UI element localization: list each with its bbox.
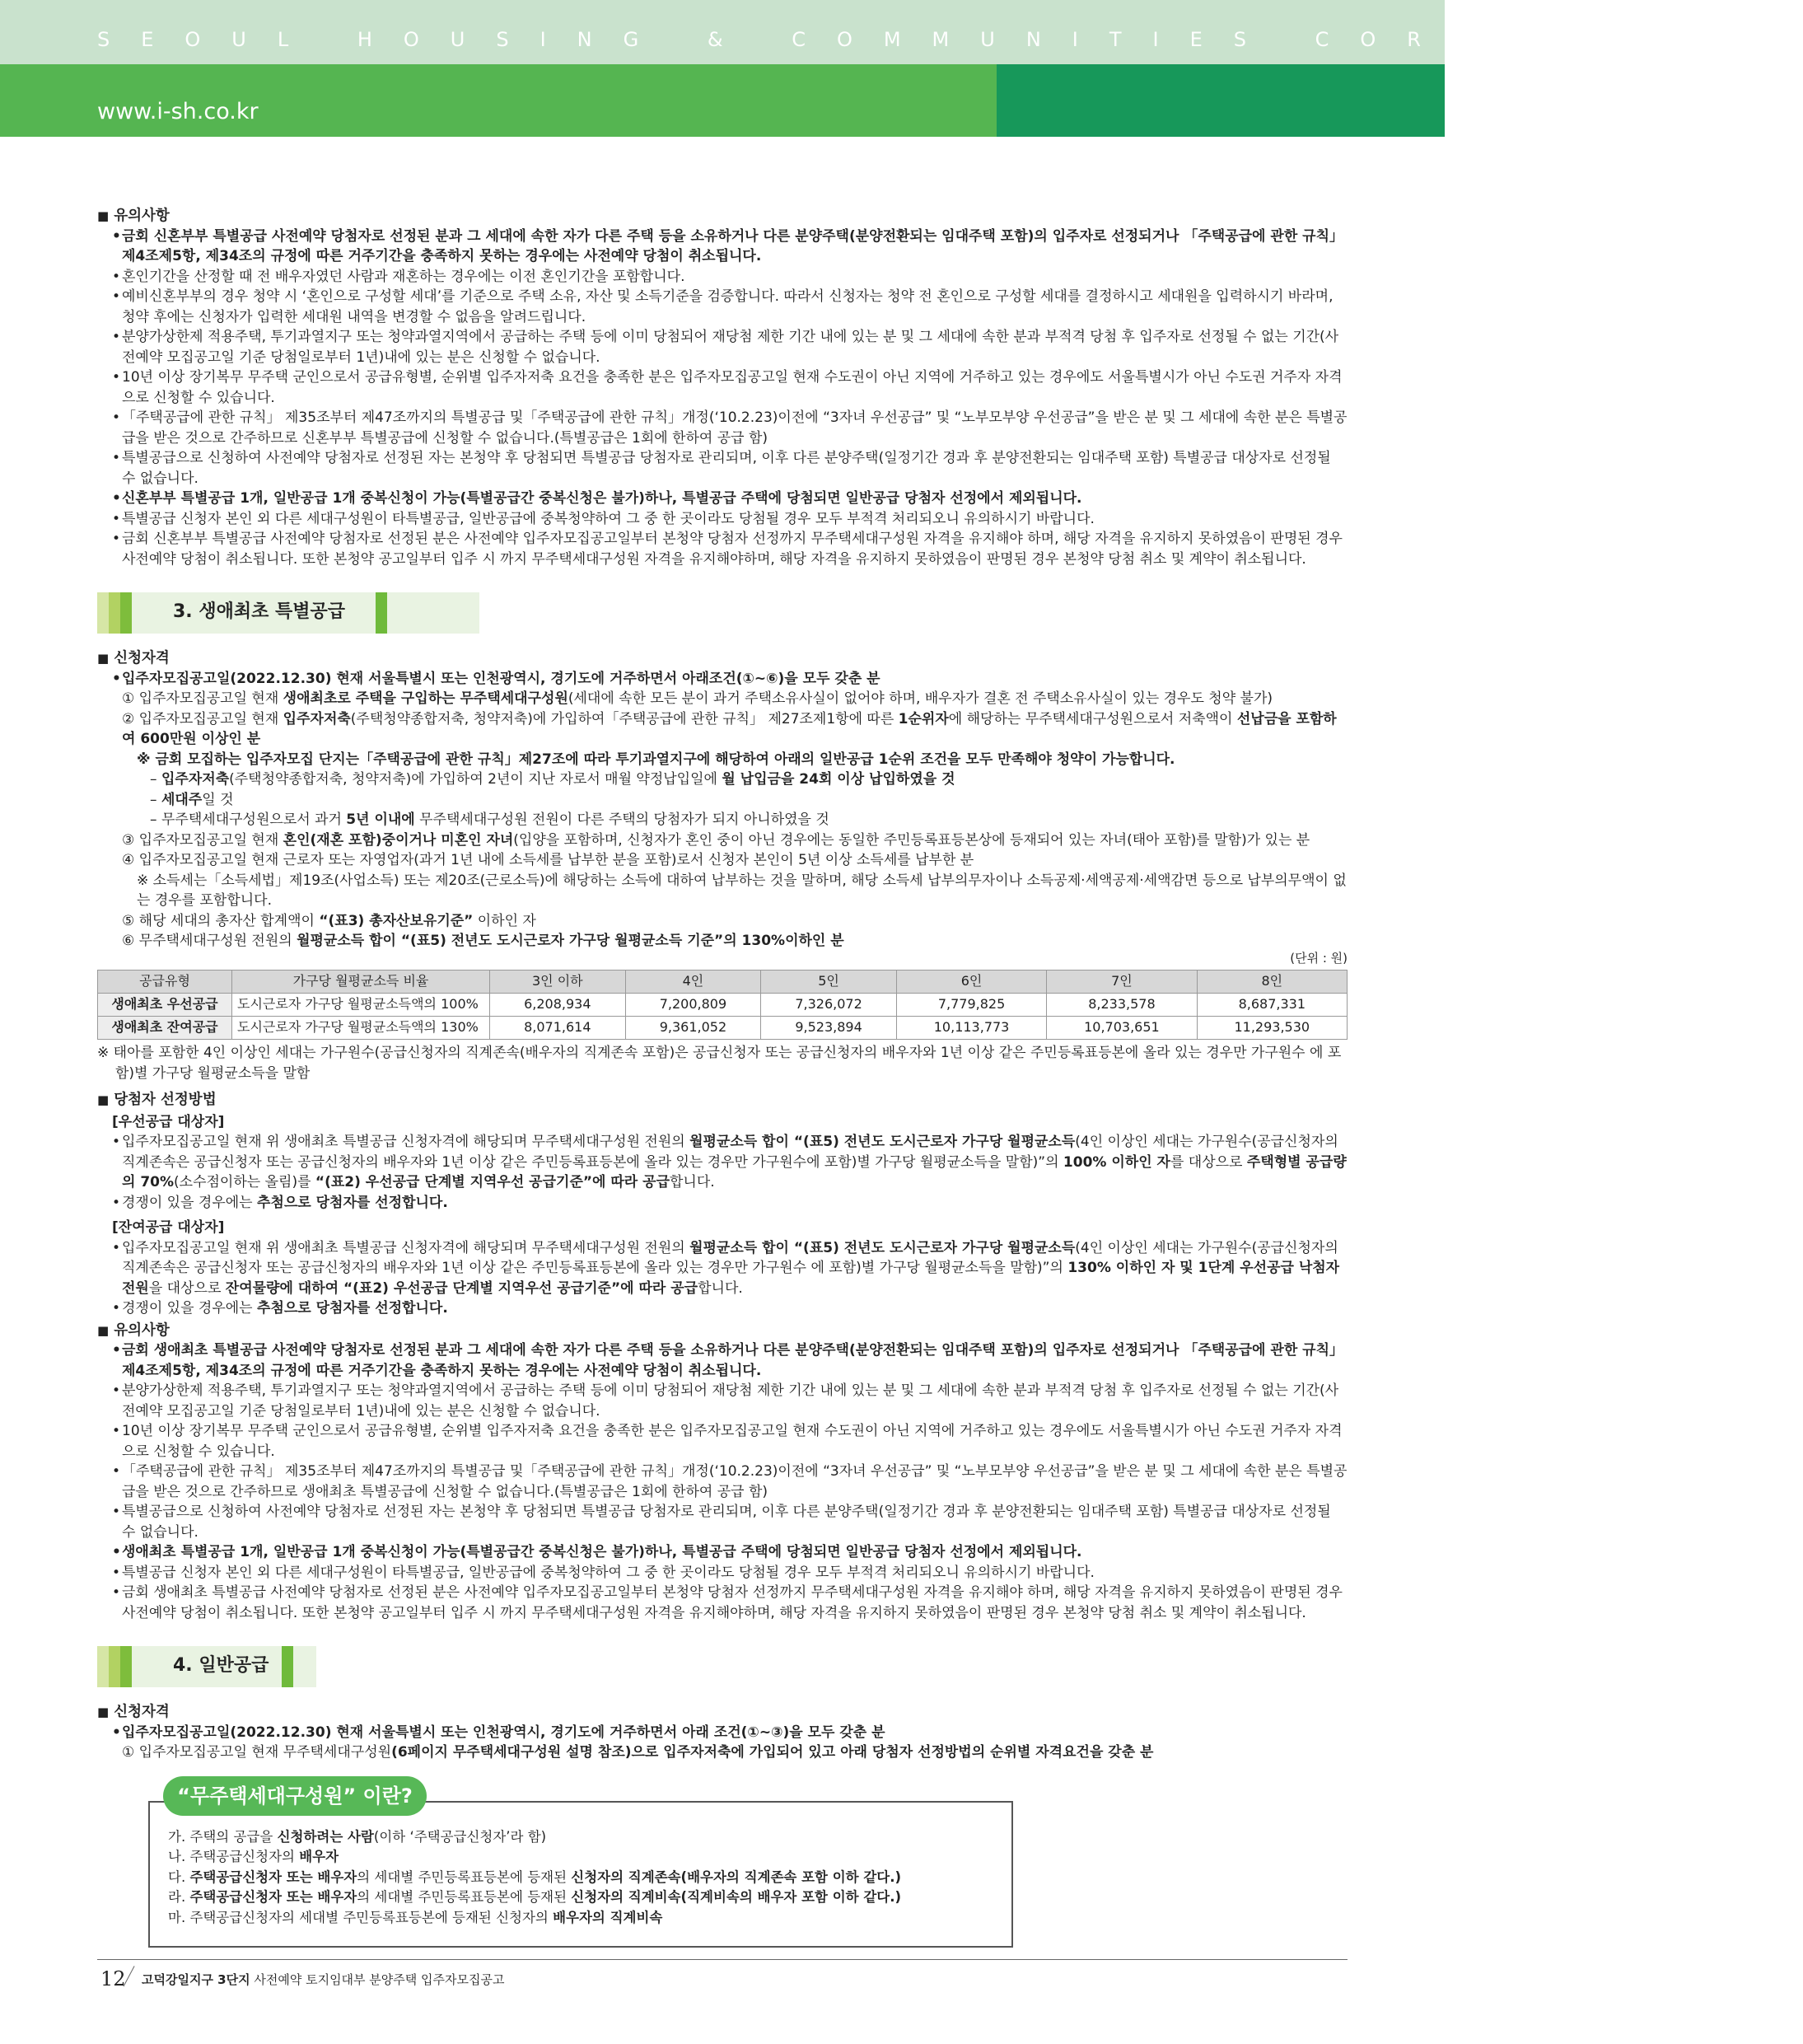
table-cell: 11,293,530	[1197, 1017, 1347, 1040]
caution-item: • 분양가상한제 적용주택, 투기과열지구 또는 청약과열지역에서 공급하는 주택 등에 이미 당첨되어 재당첨 제한 기간 내에 있는 분 및 그 세대에 속한 분과 부적격 당첨 후 입주자로 선정될 수 없는 기간(사전예약 모집공고일 기준 당첨일로부터 1년)내에 있는 분은 신청할 수 없습니다.	[97, 327, 1348, 367]
table-cell: 7,200,809	[625, 994, 761, 1017]
caution-item: • 특별공급으로 신청하여 사전예약 당첨자로 선정된 자는 본청약 후 당첨되면 특별공급 당첨자로 관리되며, 이후 다른 분양주택(일정기간 경과 후 분양전환되는 임대주택 포함) 특별공급 대상자로 선정될 수 없습니다.	[97, 1502, 1348, 1542]
condition-2-note: ※ 금회 모집하는 입주자모집 단지는「주택공급에 관한 규칙」제27조에 따라 투기과열지구에 해당하여 아래의 일반공급 1순위 조건을 모두 만족해야 청약이 가능합니다.	[137, 751, 1175, 768]
table-header: 8인	[1197, 971, 1347, 994]
remaining-supply-item: • 경쟁이 있을 경우에는 추첨으로 당첨자를 선정합니다.	[97, 1298, 1348, 1319]
section-title: 3. 생애최초 특별공급	[173, 601, 345, 622]
table-cell: 6,208,934	[490, 994, 626, 1017]
caution-item: • 특별공급 신청자 본인 외 다른 세대구성원이 타특별공급, 일반공급에 중복청약하여 그 중 한 곳이라도 당첨될 경우 모두 부적격 처리되오니 유의하시기 바랍니다.	[97, 1563, 1348, 1583]
table-unit: (단위 : 원)	[1290, 950, 1348, 966]
caution-item: • 예비신혼부부의 경우 청약 시 ‘혼인으로 구성할 세대’를 기준으로 주택 소유, 자산 및 소득기준을 검증합니다. 따라서 신청자는 청약 전 혼인으로 구성할 세대를 결정하시고 세대원을 입력하시기 바라며, 청약 후에는 신청자가 입력한 세대원 내역을 변경할 수 없음을 알려드립니다.	[97, 287, 1348, 327]
condition-1: ① 입주자모집공고일 현재 생애최초로 주택을 구입하는 무주택세대구성원(세대에 속한 모든 분이 과거 주택소유사실이 없어야 하며, 배우자가 결혼 전 주택소유사실이 있는 경우도 청약 불가)	[122, 690, 1273, 707]
table-cell: 9,523,894	[761, 1017, 897, 1040]
caution-item: • 혼인기간을 산정할 때 전 배우자였던 사람과 재혼하는 경우에는 이전 혼인기간을 포함합니다.	[97, 267, 1348, 288]
definition-frame	[148, 1801, 1013, 1948]
caution-item: • 분양가상한제 적용주택, 투기과열지구 또는 청약과열지역에서 공급하는 주택 등에 이미 당첨되어 재당첨 제한 기간 내에 있는 분 및 그 세대에 속한 분과 부적격 당첨 후 입주자로 선정될 수 없는 기간(사전예약 모집공고일 기준 당첨일로부터 1년)내에 있는 분은 신청할 수 없습니다.	[97, 1381, 1348, 1421]
priority-supply-item: • 경쟁이 있을 경우에는 추첨으로 당첨자를 선정합니다.	[97, 1193, 1348, 1214]
condition-2: ② 입주자모집공고일 현재 입주자저축(주택청약종합저축, 청약저축)에 가입하여「주택공급에 관한 규칙」 제27조제1항에 따른 1순위자에 해당하는 무주택세대구성원으로서 저축액이 선납금을 포함하여 600만원 이상인 분	[122, 710, 1337, 747]
page-content	[97, 204, 1348, 1956]
table-header-row	[98, 971, 1348, 994]
condition-4: ④ 입주자모집공고일 현재 근로자 또는 자영업자(과거 1년 내에 소득세를 납부한 분을 포함)로서 신청자 본인이 5년 이상 소득세를 납부한 분	[122, 852, 974, 868]
page-number: 12	[100, 1967, 126, 1990]
condition-5: ⑤ 해당 세대의 총자산 합계액이 “(표3) 총자산보유기준” 이하인 자	[122, 912, 536, 929]
corp-name: SEOUL HOUSING & COMMUNITIES CORPORATION	[97, 28, 1803, 51]
caution-item: • 「주택공급에 관한 규칙」 제35조부터 제47조까지의 특별공급 및「주택공급에 관한 규칙」개정(‘10.2.23)이전에 “3자녀 우선공급” 및 “노부모부양 우선공급”을 받은 분 및 그 세대에 속한 분은 특별공급을 받은 것으로 간주하므로 신혼부부 특별공급에 신청할 수 없습니다.(특별공급은 1회에 한하여 공급 함)	[97, 408, 1348, 448]
priority-supply-heading: [우선공급 대상자]	[112, 1113, 225, 1130]
caution-item: • 금회 신혼부부 특별공급 사전예약 당첨자로 선정된 분과 그 세대에 속한 자가 다른 주택 등을 소유하거나 다른 분양주택(분양전환되는 임대주택 포함)의 입주자로 선정되거나 「주택공급에 관한 규칙」제4조제5항, 제34조의 규정에 따른 거주기간을 충족하지 못하는 경우에는 사전예약 당첨이 취소됩니다.	[97, 227, 1348, 267]
table-cell: 9,361,052	[625, 1017, 761, 1040]
definition-box	[97, 1776, 1348, 1956]
table-header: 7인	[1047, 971, 1197, 994]
table-cell: 8,687,331	[1197, 994, 1347, 1017]
condition-6: ⑥ 무주택세대구성원 전원의 월평균소득 합이 “(표5) 전년도 도시근로자 가구당 월평균소득 기준”의 130%이하인 분	[122, 933, 844, 949]
selection-heading: ■ 당첨자 선정방법	[97, 1090, 1348, 1111]
section-heading-4	[97, 1646, 1348, 1687]
caution-item: • 특별공급으로 신청하여 사전예약 당첨자로 선정된 자는 본청약 후 당첨되면 특별공급 당첨자로 관리되며, 이후 다른 분양주택(일정기간 경과 후 분양전환되는 임대주택 포함) 특별공급 대상자로 선정될 수 없습니다.	[97, 448, 1348, 489]
qualification-heading: ■ 신청자격	[97, 1702, 1348, 1723]
caution-item: • 10년 이상 장기복무 무주택 군인으로서 공급유형별, 순위별 입주자저축 요건을 충족한 분은 입주자모집공고일 현재 수도권이 아닌 지역에 거주하고 있는 경우에도 서울특별시가 아닌 수도권 거주자 자격으로 신청할 수 있습니다.	[97, 367, 1348, 408]
caution-item: • 10년 이상 장기복무 무주택 군인으로서 공급유형별, 순위별 입주자저축 요건을 충족한 분은 입주자모집공고일 현재 수도권이 아닌 지역에 거주하고 있는 경우에도 서울특별시가 아닌 수도권 거주자 자격으로 신청할 수 있습니다.	[97, 1421, 1348, 1462]
table-header: 6인	[896, 971, 1046, 994]
table-cell: 10,703,651	[1047, 1017, 1197, 1040]
condition-2-dash-3: – 무주택세대구성원으로서 과거 5년 이내에 무주택세대구성원 전원이 다른 주택의 당첨자가 되지 아니하였을 것	[97, 810, 1348, 830]
footer-title: 고덕강일지구 3단지 사전예약 토지임대부 분양주택 입주자모집공고	[142, 1972, 505, 1987]
definition-title: “무주택세대구성원” 이란?	[163, 1776, 427, 1816]
section-heading-3	[97, 592, 1348, 634]
footer-divider	[97, 1959, 1348, 1960]
site-url[interactable]: www.i-sh.co.kr	[97, 99, 259, 124]
caution-item: • 금회 신혼부부 특별공급 사전예약 당첨자로 선정된 분은 사전예약 입주자모집공고일부터 본청약 당첨자 선정까지 무주택세대구성원 자격을 유지해야 하며, 해당 자격을 유지하지 못하였음이 판명된 경우 사전예약 당첨이 취소됩니다. 또한 본청약 공고일부터 입주 시 까지 무주택세대구성원 자격을 유지해야하며, 해당 자격을 유지하지 못하였음이 판명된 경우 본청약 당첨 취소 및 계약이 취소됩니다.	[97, 529, 1348, 569]
condition-1: ① 입주자모집공고일 현재 무주택세대구성원(6페이지 무주택세대구성원 설명 참조)으로 입주자저축에 가입되어 있고 아래 당첨자 선정방법의 순위별 자격요건을 갖춘 분	[122, 1744, 1154, 1761]
qualification-lead: • 입주자모집공고일(2022.12.30) 현재 서울특별시 또는 인천광역시, 경기도에 거주하면서 아래조건(①~⑥)을 모두 갖춘 분	[97, 669, 1348, 690]
qualification-lead: • 입주자모집공고일(2022.12.30) 현재 서울특별시 또는 인천광역시, 경기도에 거주하면서 아래 조건(①~③)을 모두 갖춘 분	[97, 1723, 1348, 1743]
table-cell: 10,113,773	[896, 1017, 1046, 1040]
definition-line: 라. 주택공급신청자 또는 배우자의 세대별 주민등록표등본에 등재된 신청자의 직계비속(직계비속의 배우자 포함 이하 같다.)	[168, 1889, 902, 1905]
table-row	[98, 1017, 1348, 1040]
caution-item: • 금회 생애최초 특별공급 사전예약 당첨자로 선정된 분과 그 세대에 속한 자가 다른 주택 등을 소유하거나 다른 분양주택(분양전환되는 임대주택 포함)의 입주자로 선정되거나 「주택공급에 관한 규칙」제4조제5항, 제34조의 규정에 따른 거주기간을 충족하지 못하는 경우에는 사전예약 당첨이 취소됩니다.	[97, 1340, 1348, 1381]
table-cell: 생애최초 잔여공급	[98, 1017, 232, 1040]
condition-2-dash-2: – 세대주일 것	[97, 790, 1348, 811]
table-cell: 8,233,578	[1047, 994, 1197, 1017]
caution-heading: ■ 유의사항	[97, 206, 1348, 227]
table-header: 공급유형	[98, 971, 232, 994]
condition-4-note: ※ 소득세는「소득세법」제19조(사업소득) 또는 제20조(근로소득)에 해당하는 소득에 대하여 납부하는 것을 말하며, 해당 소득세 납부의무자이나 소득공제·세액공제·세액감면 등으로 납부의무액이 없는 경우를 포함합니다.	[137, 872, 1347, 909]
table-cell: 7,779,825	[896, 994, 1046, 1017]
table-cell: 8,071,614	[490, 1017, 626, 1040]
header-dark-green-bar	[997, 64, 1445, 137]
section-title: 4. 일반공급	[173, 1655, 269, 1676]
table-header: 가구당 월평균소득 비율	[232, 971, 490, 994]
caution-item: • 생애최초 특별공급 1개, 일반공급 1개 중복신청이 가능(특별공급간 중복신청은 불가)하나, 특별공급 주택에 당첨되면 일반공급 당첨자 선정에서 제외됩니다.	[97, 1542, 1348, 1563]
qualification-heading: ■ 신청자격	[97, 648, 1348, 669]
definition-line: 마. 주택공급신청자의 세대별 주민등록표등본에 등재된 신청자의 배우자의 직계비속	[168, 1909, 663, 1925]
table-header: 3인 이하	[490, 971, 626, 994]
remaining-supply-item: • 입주자모집공고일 현재 위 생애최초 특별공급 신청자격에 해당되며 무주택세대구성원 전원의 월평균소득 합이 “(표5) 전년도 도시근로자 가구당 월평균소득(4인 이상인 세대는 가구원수(공급신청자의 직계존속은 공급신청자 또는 공급신청자의 배우자와 1년 이상 같은 주민등록표등본에 올라 있는 경우만 가구원수 에 포함)별 가구당 월평균소득을 말함)”의 130% 이하인 자 및 1단계 우선공급 낙첨자 전원을 대상으로 잔여물량에 대하여 “(표2) 우선공급 단계별 지역우선 공급기준”에 따라 공급합니다.	[97, 1238, 1348, 1299]
definition-line: 다. 주택공급신청자 또는 배우자의 세대별 주민등록표등본에 등재된 신청자의 직계존속(배우자의 직계존속 포함 이하 같다.)	[168, 1869, 902, 1885]
definition-line: 나. 주택공급신청자의 배우자	[168, 1849, 339, 1864]
condition-2-dash-1: – 입주자저축(주택청약종합저축, 청약저축)에 가입하여 2년이 지난 자로서 매월 약정납입일에 월 납입금을 24회 이상 납입하였을 것	[97, 769, 1348, 790]
remaining-supply-heading: [잔여공급 대상자]	[112, 1219, 225, 1236]
table-header: 4인	[625, 971, 761, 994]
caution-heading: ■ 유의사항	[97, 1321, 1348, 1341]
table-note: ※ 태아를 포함한 4인 이상인 세대는 가구원수(공급신청자의 직계존속(배우자의 직계존속 포함)은 공급신청자 또는 공급신청자의 배우자와 1년 이상 같은 주민등록표등본에 올라 있는 경우만 가구원수 에 포함)별 가구당 월평균소득을 말함	[97, 1045, 1342, 1082]
table-cell: 7,326,072	[761, 994, 897, 1017]
table-cell: 도시근로자 가구당 월평균소득액의 100%	[232, 994, 490, 1017]
condition-3: ③ 입주자모집공고일 현재 혼인(재혼 포함)중이거나 미혼인 자녀(입양을 포함하며, 신청자가 혼인 중이 아닌 경우에는 동일한 주민등록표등본상에 등재되어 있는 자녀(태아 포함)를 말함)가 있는 분	[122, 831, 1310, 849]
table-row	[98, 994, 1348, 1017]
caution-item: • 신혼부부 특별공급 1개, 일반공급 1개 중복신청이 가능(특별공급간 중복신청은 불가)하나, 특별공급 주택에 당첨되면 일반공급 당첨자 선정에서 제외됩니다.	[97, 489, 1348, 509]
definition-line: 가. 주택의 공급을 신청하려는 사람(이하 ‘주택공급신청자’라 함)	[168, 1828, 547, 1845]
caution-item: • 「주택공급에 관한 규칙」 제35조부터 제47조까지의 특별공급 및「주택공급에 관한 규칙」개정(‘10.2.23)이전에 “3자녀 우선공급” 및 “노부모부양 우선공급”을 받은 분 및 그 세대에 속한 분은 특별공급을 받은 것으로 간주하므로 생애최초 특별공급에 신청할 수 없습니다.(특별공급은 1회에 한하여 공급 함)	[97, 1462, 1348, 1502]
table-cell: 생애최초 우선공급	[98, 994, 232, 1017]
income-table	[97, 970, 1348, 1040]
caution-item: • 금회 생애최초 특별공급 사전예약 당첨자로 선정된 분은 사전예약 입주자모집공고일부터 본청약 당첨자 선정까지 무주택세대구성원 자격을 유지해야 하며, 해당 자격을 유지하지 못하였음이 판명된 경우 사전예약 당첨이 취소됩니다. 또한 본청약 공고일부터 입주 시 까지 무주택세대구성원 자격을 유지해야하며, 해당 자격을 유지하지 못하였음이 판명된 경우 본청약 당첨 취소 및 계약이 취소됩니다.	[97, 1583, 1348, 1623]
caution-item: • 특별공급 신청자 본인 외 다른 세대구성원이 타특별공급, 일반공급에 중복청약하여 그 중 한 곳이라도 당첨될 경우 모두 부적격 처리되오니 유의하시기 바랍니다.	[97, 509, 1348, 530]
table-cell: 도시근로자 가구당 월평균소득액의 130%	[232, 1017, 490, 1040]
priority-supply-item: • 입주자모집공고일 현재 위 생애최초 특별공급 신청자격에 해당되며 무주택세대구성원 전원의 월평균소득 합이 “(표5) 전년도 도시근로자 가구당 월평균소득(4인 이상인 세대는 가구원수(공급신청자의 직계존속은 공급신청자 또는 공급신청자의 배우자와 1년 이상 같은 주민등록표등본에 올라 있는 경우만 가구원수에 포함)별 가구당 월평균소득을 말함)”의 100% 이하인 자를 대상으로 주택형별 공급량의 70%(소수점이하는 올림)를 “(표2) 우선공급 단계별 지역우선 공급기준”에 따라 공급합니다.	[97, 1132, 1348, 1193]
table-header: 5인	[761, 971, 897, 994]
